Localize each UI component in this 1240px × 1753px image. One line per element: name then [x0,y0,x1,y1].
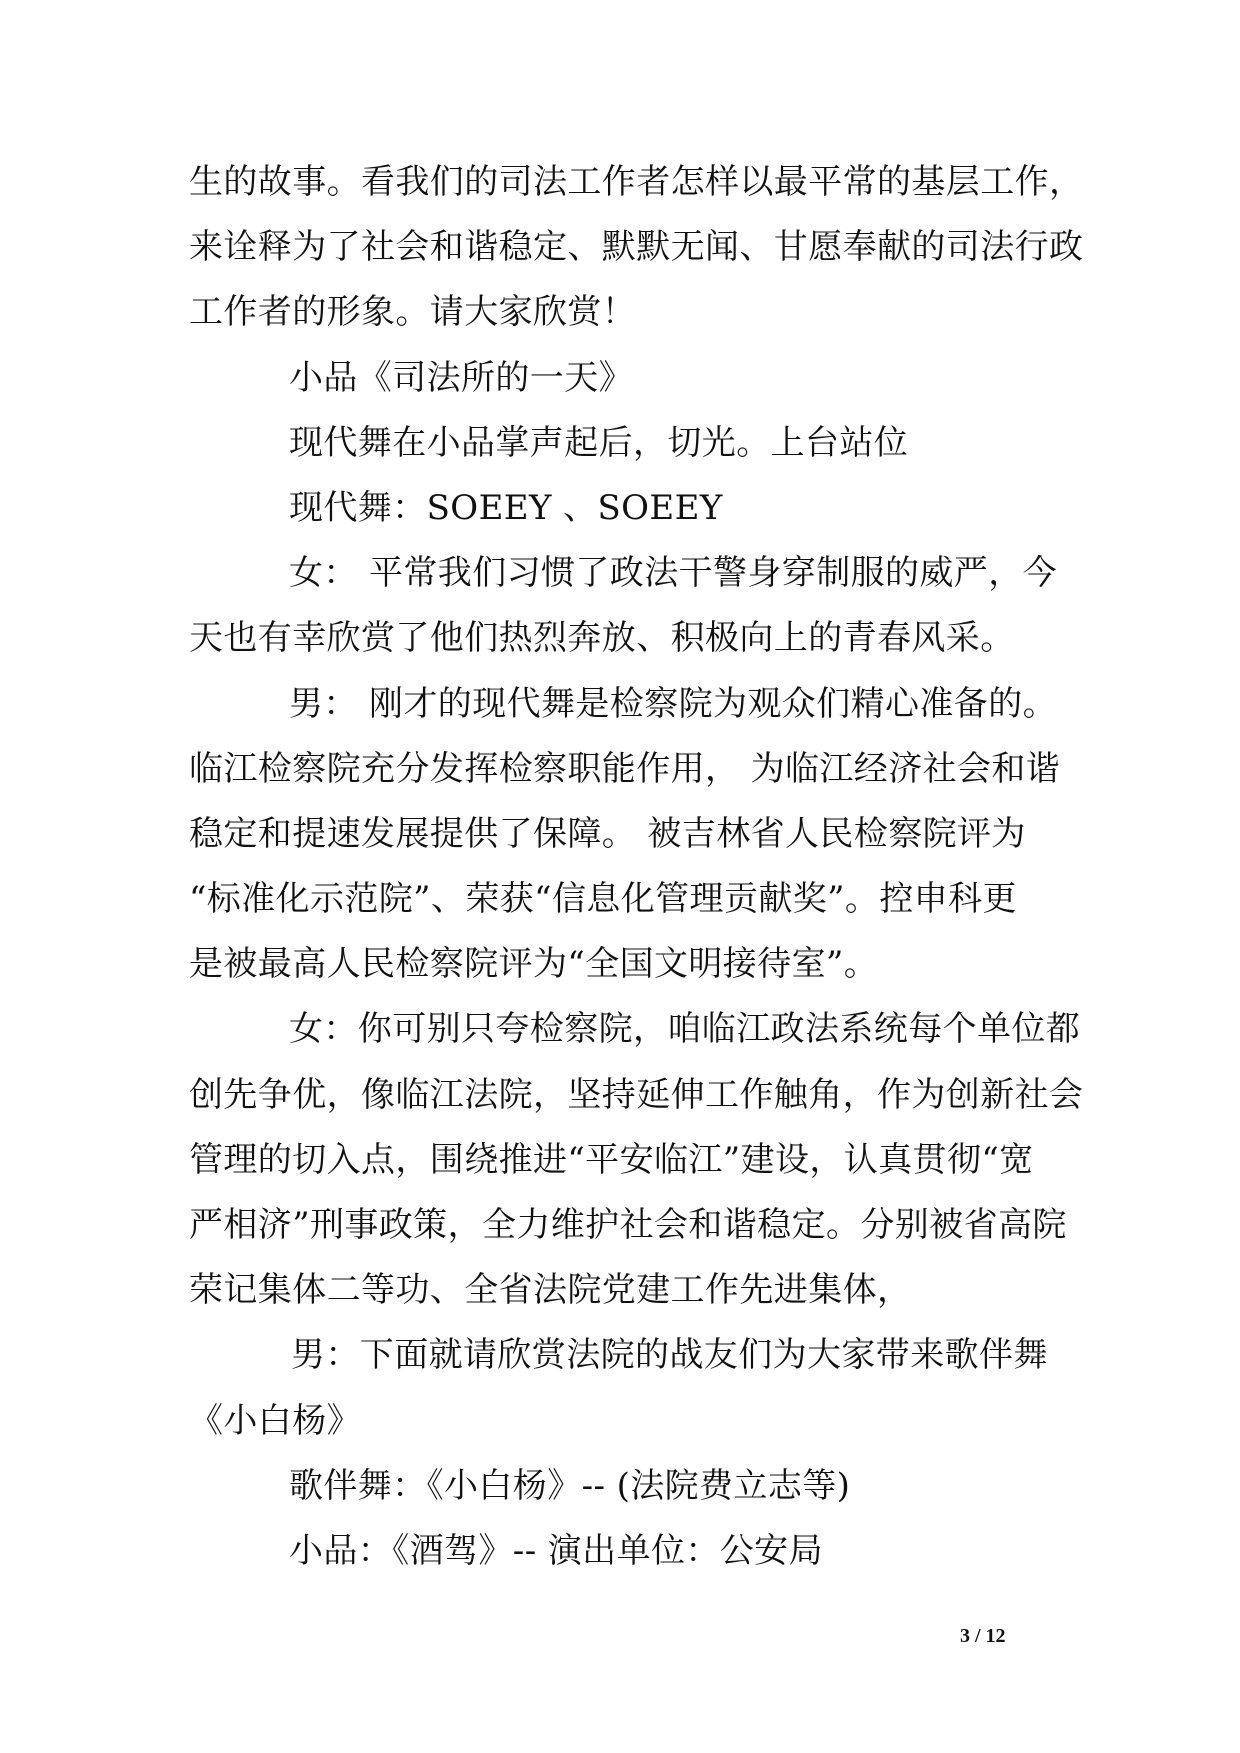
text-line: 现代舞：SOEEY 、SOEEY [289,487,723,528]
text-line: 来诠释为了社会和谐稳定、默默无闻、甘愿奉献的司法行政 [189,227,1084,268]
text-line: 女：你可别只夸检察院，咱临江政法系统每个单位都 [289,1009,1081,1050]
text-line: 现代舞在小品掌声起后，切光。上台站位 [289,422,909,463]
text-line: 小品：《酒驾》-- 演出单位：公安局 [289,1530,823,1571]
text-line: “标准化示范院”、荣获“信息化管理贡献奖”。控申科更 [189,879,1017,920]
text-line: 严相济”刑事政策，全力维护社会和谐稳定。分别被省高院 [189,1205,1067,1245]
text-line: 创先争优，像临江法院，坚持延伸工作触角，作为创新社会 [189,1074,1084,1115]
text-line: 是被最高人民检察院评为“全国文明接待室”。 [189,944,879,985]
text-line: 管理的切入点，围绕推进“平安临江”建设，认真贯彻“宽 [189,1139,1034,1180]
text-line: 《小白杨》 [189,1400,361,1441]
text-line: 稳定和提速发展提供了保障。 被吉林省人民检察院评为 [189,813,1026,854]
text-line: 男： 刚才的现代舞是检察院为观众们精心准备的。 [289,683,1058,724]
document-body [189,150,1084,1584]
text-line: 荣记集体二等功、全省法院党建工作先进集体， [189,1270,912,1311]
text-line: 女： 平常我们习惯了政法干警身穿制服的威严，今 [289,553,1058,594]
page-number: 3 / 12 [960,1625,1006,1647]
text-line: 男：下面就请欣赏法院的战友们为大家带来歌伴舞 [291,1335,1048,1376]
text-line: 小品《司法所的一天》 [289,357,633,398]
text-line: 工作者的形象。请大家欣赏！ [189,292,637,333]
text-line: 临江检察院充分发挥检察职能作用， 为临江经济社会和谐 [189,748,1061,789]
text-line: 歌伴舞：《小白杨》-- (法院费立志等) [289,1465,851,1506]
text-line: 天也有幸欣赏了他们热烈奔放、积极向上的青春风采。 [189,618,1015,659]
text-line: 生的故事。看我们的司法工作者怎样以最平常的基层工作， [189,162,1084,202]
